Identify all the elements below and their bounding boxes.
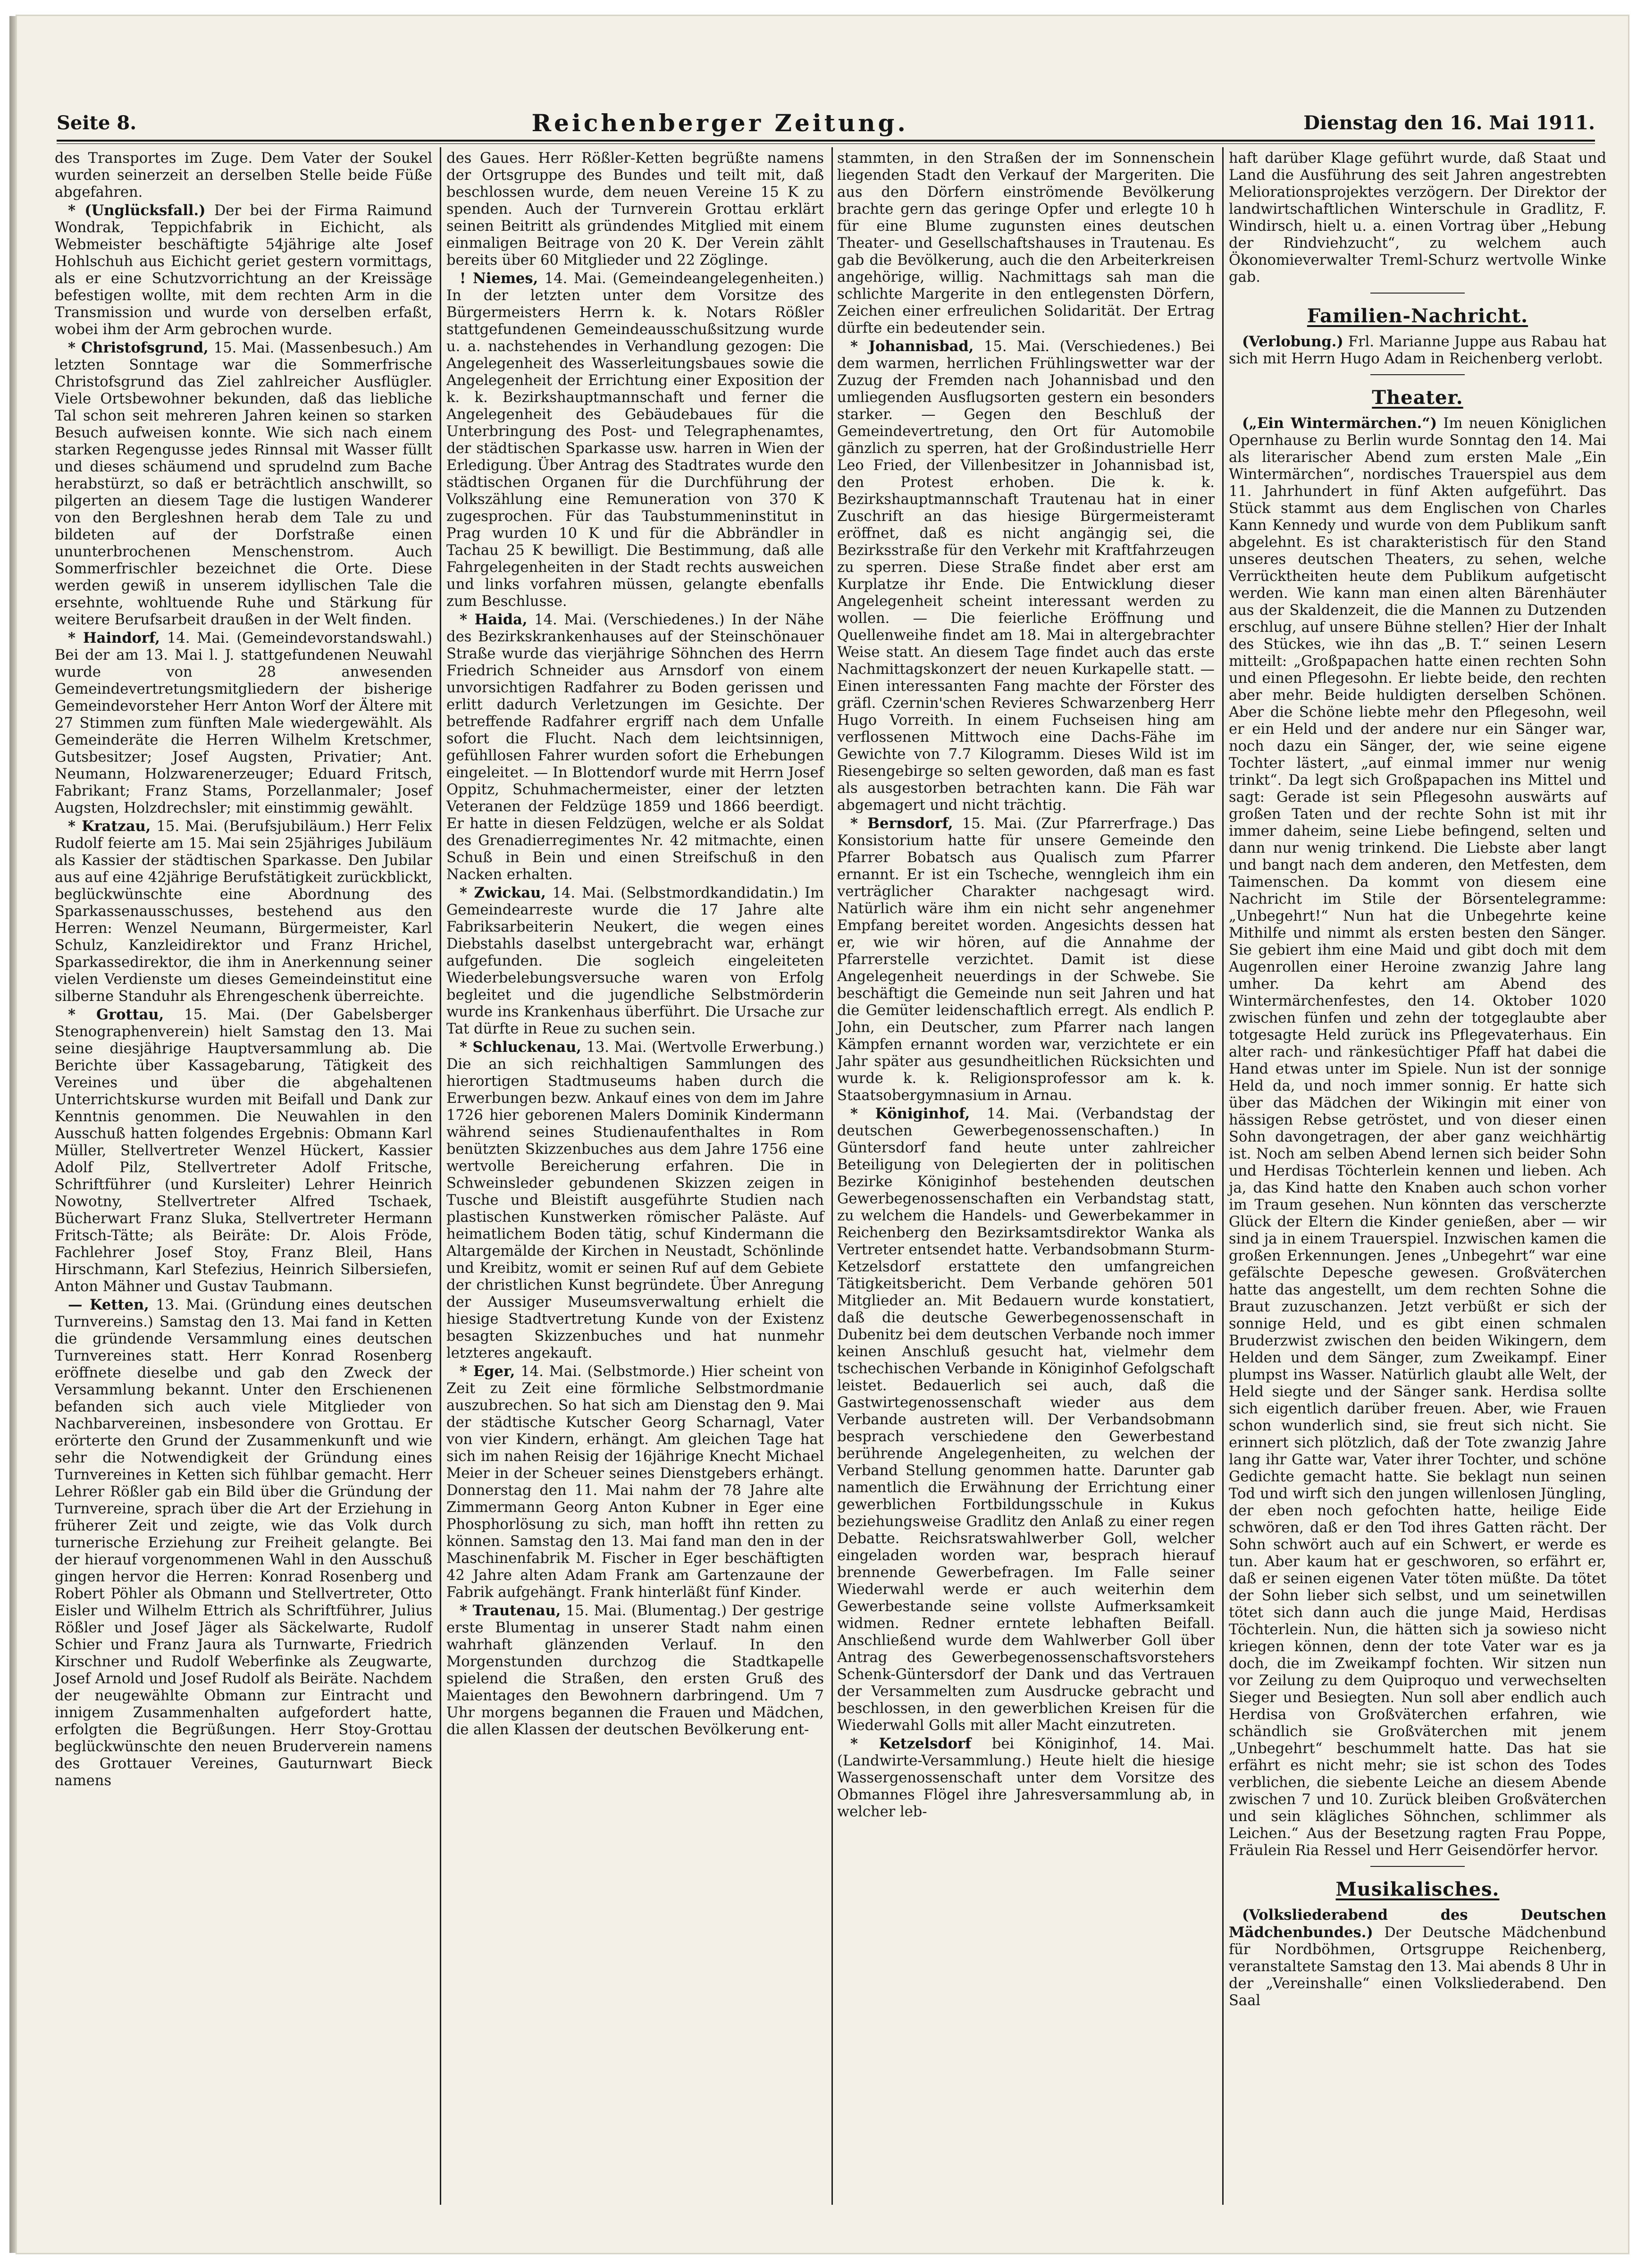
article-dateline: * Johannisbad, <box>850 338 974 355</box>
article-dateline: * Ketzelsdorf <box>850 1735 972 1752</box>
article-paragraph <box>1229 150 1606 286</box>
article-text: haft darüber Klage geführt wurde, daß Staat und Land die Ausführung des seit Jahren angestrebten Meliorationsprojektes verzögern. Der Direktor der landwirtschaftlichen Winterschule in Gradlitz, F. Windirsch, hielt u. a. einen Vortrag über „Hebung der Rindviehzucht“, zu welchem auch Ökonomieverwalter Treml-Schurz wertvolle Winke gab. <box>1229 150 1606 286</box>
article-dateline: — Ketten, <box>68 1296 149 1313</box>
article-paragraph <box>1229 1907 1606 2009</box>
article-dateline: ! Niemes, <box>460 270 538 287</box>
article-text: 15. Mai. (Berufsjubiläum.) Herr Felix Rudolf feierte am 15. Mai sein 25jähriges Jubiläum als Kassier der städtischen Sparkasse. Den Jubilar aus auf eine 42jährige Berufstätigkeit zurückblickt, beglückwünschte eine Abordnung des Sparkassenausschusses, bestehend aus den Herren: Wenzel Neumann, Bürgermeister, Karl Schulz, Kanzleidirektor und Franz Hrichel, Sparkassedirektor, die ihm in Anerkennung seiner vielen Verdienste um dieses Gemeindeinstitut eine silberne Standuhr als Ehrengeschenk überreichte. <box>55 818 433 1005</box>
article-text: Der bei der Firma Raimund Wondrak, Teppichfabrik in Eichicht, als Webmeister beschäftigte 54jährige alte Josef Hohlschuh aus Eichicht geriet gestern vormittags, als er eine Schutzvorrichtung an der Kreissäge befestigen wollte, mit dem rechten Arm in die Transmission und wurde von derselben erfaßt, wobei ihm der Arm gebrochen wurde. <box>55 202 432 338</box>
article-paragraph <box>446 1602 824 1739</box>
article-dateline: * Bernsdorf, <box>850 815 953 832</box>
column-4 <box>1229 150 1606 2010</box>
article-paragraph <box>1229 415 1606 1859</box>
article-paragraph <box>446 1363 824 1601</box>
article-text: 14. Mai. (Gemeindeangelegenheiten.) In der letzten unter dem Vorsitze des Bürgermeisters Herrn k. k. Notars Rößler stattgefundenen Gemeindeausschußsitzung wurde u. a. nachstehendes in Verhandlung gezogen: Die Angelegenheit des Wasserleitungsbaues sowie die Angelegenheit der Errichtung einer Exposition der k. k. Bezirkshauptmannschaft und ferner die Angelegenheit des Gebäudebaues für die Unterbringung des Post- und Telegraphenamtes, der städtischen Sparkasse usw. harren in Wien der Erledigung. Über Antrag des Stadtrates wurde den städtischen Organen für die Durchführung der Volkszählung eine Remuneration von 370 K zugesprochen. Für das Taubstummeninstitut in Prag wurden 10 K und für die Abbrändler in Tachau 25 K bewilligt. Die Bestimmung, daß alle Fahrgelegenheiten in der Stadt rechts ausweichen und links vorfahren müssen, gelangte ebenfalls zum Beschlusse. <box>446 270 824 610</box>
article-paragraph <box>446 1039 824 1362</box>
article-text: 14. Mai. (Selbstmordkandidatin.) Im Gemeindearreste wurde die 17 Jahre alte Fabriksarbeiterin Neukert, die wegen eines Diebstahls daselbst untergebracht war, erhängt aufgefunden. Die sogleich eingeleiteten Wiederbelebungsversuche waren von Erfolg begleitet und die jugendliche Selbstmörderin wurde ins Krankenhaus überführt. Die Ursache zur Tat dürfte in Reue zu suchen sein. <box>446 885 824 1037</box>
article-text: bei Königinhof, 14. Mai. (Landwirte-Versammlung.) Heute hielt die hiesige Wassergenossenschaft unter dem Vorsitze des Obmannes Flögel ihre Jahresversammlung ab, in welcher leb- <box>837 1736 1215 1820</box>
article-dateline: * Haida, <box>460 611 528 628</box>
column-separator <box>440 147 441 2205</box>
article-text: des Gaues. Herr Rößler-Ketten begrüßte namens der Ortsgruppe des Bundes und teilt mit, daß beschlossen wurde, dem neuen Vereine 15 K zu spenden. Auch der Turnverein Grottau erklärt seinen Beitritt als gründendes Mitglied mit einem einmaligen Beitrage von 20 K. Der Verein zählt bereits über 60 Mitglieder und 22 Zöglinge. <box>446 150 824 269</box>
article-dateline: (Verlobung.) <box>1242 333 1343 350</box>
section-heading: Familien-Nachricht. <box>1307 305 1528 327</box>
section-divider <box>1370 1866 1465 1867</box>
article-text: stammten, in den Straßen der im Sonnenschein liegenden Stadt den Verkauf der Margeriten. Die aus den Dörfern einströmende Bevölkerung brachte gern das geringe Opfer und erlegte 10 h für eine Blume zugunsten eines deutschen Theater- und Gesellschaftshauses in Trautenau. Es gab die Bevölkerung, auch die den Arbeiterkreisen angehörige, willig. Nachmittags sah man die schlichte Margerite in den entlegensten Dörfern, Zeichen einer erfreulichen Solidarität. Der Ertrag dürfte ein bedeutender sein. <box>837 150 1215 336</box>
article-paragraph <box>55 630 432 817</box>
article-paragraph <box>1229 333 1606 368</box>
column-separator <box>1222 147 1224 2205</box>
article-dateline: * Schluckenau, <box>460 1039 581 1056</box>
section-divider <box>1370 293 1465 294</box>
page-header <box>57 104 1595 142</box>
article-text: 14. Mai. (Verschiedenes.) In der Nähe des Bezirkskrankenhauses auf der Steinschönauer Straße wurde das vierjährige Söhnchen des Herrn Friedrich Schneider aus Arnsdorf von einem unvorsichtigen Radfahrer zu Boden gerissen und erlitt dadurch Verletzungen im Gesichte. Der betreffende Radfahrer ergriff nach dem Unfalle sofort die Flucht. Nach dem leichtsinnigen, gefühllosen Fahrer wurden sofort die Erhebungen eingeleitet. — In Blottendorf wurde mit Herrn Josef Oppitz, Schuhmachermeister, einer der letzten Veteranen der Feldzüge 1859 und 1866 beerdigt. Er hatte in diesen Feldzügen, welche er als Soldat des Grenadierregimentes Nr. 42 mitmachte, einen Schuß in Bein und einen Streifschuß in den Nacken erhalten. <box>446 612 824 883</box>
article-dateline: * Haindorf, <box>68 630 160 647</box>
article-text: Frl. Marianne Juppe aus Rabau hat sich mit Herrn Hugo Adam in Reichenberg verlobt. <box>1229 334 1606 367</box>
article-text: 14. Mai. (Gemeindevorstandswahl.) Bei der am 13. Mai l. J. stattgefundenen Neuwahl wurde von 28 anwesenden Gemeindevertretungsmitgliedern der bisherige Gemeindevorsteher Herr Anton Worf der Ältere mit 27 Stimmen zum fünften Male wiedergewählt. Als Gemeinderäte die Herren Wilhelm Kretschmer, Gutsbesitzer; Josef Augsten, Privatier; Ant. Neumann, Holzwarenerzeuger; Eduard Fritsch, Fabrikant; Franz Stams, Porzellanmaler; Josef Augsten, Holzdrechsler; mit einstimmig gewählt. <box>55 630 432 816</box>
article-dateline: * Kratzau, <box>68 818 151 835</box>
article-paragraph <box>55 1006 432 1295</box>
article-paragraph <box>446 270 824 610</box>
article-text: 15. Mai. (Zur Pfarrerfrage.) Das Konsistorium hatte für unsere Gemeinde den Pfarrer Bobatsch aus Qualisch zum Pfarrer ernannt. Er ist ein Tscheche, wenngleich ihm ein verträglicher Charakter nachgesagt wird. Natürlich wäre ihm ein nicht sehr angenehmer Empfang bereitet worden. Angesichts dessen hat er, wie wir hören, auf die Annahme der Pfarrerstelle verzichtet. Damit ist diese Angelegenheit neuerdings in der Schwebe. Sie beschäftigt die Gemeinde nun seit Jahren und hat die Gemüter leidenschaftlich erregt. Als endlich P. John, ein Deutscher, zum Pfarrer nach langen Kämpfen ernannt worden war, verzichtete er ein Jahr später aus gesundheitlichen Rücksichten und wurde k. k. Religionsprofessor am k. k. Staatsobergymnasium in Arnau. <box>837 815 1215 1104</box>
article-text: 13. Mai. (Gründung eines deutschen Turnvereins.) Samstag den 13. Mai fand in Ketten die gründende Versammlung eines deutschen Turnvereines statt. Herr Konrad Rosenberg eröffnete dieselbe und gab den Zweck der Versammlung bekannt. Unter den Erschienenen befanden sich auch viele Mitglieder von Nachbarvereinen, insbesondere von Grottau. Er erörterte den Grund der Zusammenkunft und wie sehr die Notwendigkeit der Gründung eines Turnvereines in Ketten sich fühlbar gemacht. Herr Lehrer Rößler gab ein Bild über die Gründung der Turnvereine, sprach über die Art der Erziehung in früherer Zeit und zeigte, wie das Volk durch turnerische Erziehung zur Freiheit gelangte. Bei der hierauf vorgenommenen Wahl in den Ausschuß gingen hervor die Herren: Konrad Rosenberg und Robert Pöhler als Obmann und Stellvertreter, Otto Eisler und Wilhelm Ettrich als Schriftführer, Julius Rößler und Josef Jäger als Säckelwarte, Rudolf Schier und Franz Jaura als Turnwarte, Friedrich Kirschner und Rudolf Weberfinke als Zeugwarte, Josef Arnold und Josef Rudolf als Beiräte. Nachdem der neugewählte Obmann zur Eintracht und innigem Zusammenhalten aufgefordert hatte, erfolgten die Begrüßungen. Herr Stoy-Grottau beglückwünschte den neuen Bruderverein namens des Grottauer Vereines, Gauturnwart Bieck namens <box>55 1297 432 1789</box>
article-text: Im neuen Königlichen Opernhause zu Berlin wurde Sonntag den 14. Mai als literarischer Abend zum ersten Male „Ein Wintermärchen“, nordisches Trauerspiel aus dem 11. Jahrhundert in fünf Akten aufgeführt. Das Stück stammt aus dem Englischen von Charles Kann Kennedy und wurde von dem Publikum sanft abgelehnt. Es ist charakteristisch für den Stand unseres deutschen Theaters, zu sehen, welche Verrücktheiten heute dem Publikum aufgetischt werden. Wie kann man einen alten Bärenhäuter aus der Skaldenzeit, die die Mannen zu Dutzenden erschlug, auf unsere Bühne stellen? Hier der Inhalt des Stückes, wie ihn das „B. T.“ seinen Lesern mitteilt: „Großpapachen hatte einen rechten Sohn und einen Pflegesohn. Er liebte beide, den rechten aber mehr. Beide huldigten derselben Schönen. Aber die Schöne liebte mehr den Pflegesohn, weil er ein Held und der andere nur ein Sänger war, noch dazu ein Sänger, der, wie seine eigene Tochter lästert, „auf einmal immer nur wenig trinkt“. Da legt sich Großpapachen ins Mittel und sagt: Gerade ist sein Pflegesohn auswärts auf großen Taten und der rechte Sohn ist mit ihr immer daheim, seine Liebe befingend, selten und dann nur wenig trinkend. Die Liebste aber langt und bangt nach dem anderen, den Metfesten, dem Taimenschen. Da kommt von diesem eine Nachricht im Stile der Börsentelegramme: „Unbegehrt!“ Nun hat die Unbegehrte keine Mithilfe und nimmt als ersten besten den Sänger. Sie gebiert ihm eine Maid und gibt doch mit dem Augenrollen einer Heroine zwanzig Jahre lang umher. Da kehrt am Abend des Wintermärchenfestes, den 14. Oktober 1020 zwischen fünfen und zehn der totgeglaubte aber totgesagte Held zurück ins Pflegevaterhaus. Ein alter rach- und ränkesüchtiger Pfaff hat dabei die Hand etwas unter im Spiele. Nun ist der sonnige Held da, und noch immer sonnig. Er hatte sich über das Mädchen der Wikingin mit einer von hässigen Rebse getröstet, und von dieser einen Sohn davongetragen, der aber ganz weichhärtig ist. Noch am selben Abend lernen sich beider Sohn und Herdisas Töchterlein kennen und lieben. Ach ja, das Kind hatte den Knaben auch schon vorher im Traum gesehen. Nun könnten das verscherzte Glück der Eltern die Kinder genießen, aber — wir sind ja in einem Trauerspiel. Inzwischen kamen die großen Erkennungen. Jenes „Unbegehrt“ war eine gefälschte Depesche gewesen. Großväterchen hatte das angestellt, um dem rechten Sohne die Braut zuzuschanzen. Jetzt verbüßt er sich der sonnige Held, und es gibt einen schmalen Bruderzwist zwischen den beiden Wikingern, dem Helden und dem Sänger, zum Zweikampf. Einer plumpst ins Wasser. Natürlich glaubt alle Welt, der Held siegte und der Sänger sank. Herdisa sollte sich eigentlich darüber freuen. Aber, wie Frauen schon wunderlich sind, sie freut sich nicht. Sie erinnert sich plötzlich, daß der Tote zwanzig Jahre lang ihr Gatte war, Vater ihrer Tochter, und schöne Gedichte gemacht hatte. Sie beklagt nun seinen Tod und wirft sich den jungen willenlosen Jüngling, der eben noch gefochten hatte, heilige Eide schwören, daß er den Tod ihres Gatten rächt. Der Sohn schwört auch auf ein Schwert, er werde es tun. Aber kaum hat er geschworen, so erfährt er, daß er seinen eigenen Vater töten müßte. Da tötet der Sohn lieber sich selbst, und um seinetwillen tötet sich dann auch die junge Maid, Herdisas Töchterlein. Nun, die hätten sich ja sowieso nicht kriegen können, denn der tote Vater war es ja doch, die im Zweikampf fochten. Wir sitzen nun vor Zeilung zu dem Quiproquo und verwechselten Sieger und Besiegten. Nun soll aber endlich auch Herdisa von Großväterchen erfahren, wie schändlich sie Großväterchen mit jenem „Unbegehrt“ beschummelt hatte. Das hat sie erfährt es nicht mehr; sie ist schon des Todes verblichen, die siebente Leiche an diesem Abende zwischen 7 und 10. Zurück bleiben Großväterchen und sein klägliches Söhnchen, schlimmer als Leichen.“ Aus der Besetzung ragten Frau Poppe, Fräulein Ria Ressel und Herr Geisendörfer hervor. <box>1229 415 1606 1859</box>
column-3 <box>837 150 1215 1822</box>
article-dateline: („Ein Wintermärchen.“) <box>1242 415 1437 432</box>
article-text: 14. Mai. (Verbandstag der deutschen Gewerbegenossenschaften.) In Güntersdorf fand heute unter zahlreicher Beteiligung von Delegierten der in politischen Bezirke Königinhof bestehenden deutschen Gewerbegenossenschaften ein Verbandstag statt, zu welchem die Handels- und Gewerbekammer in Reichenberg den Bezirksamtsdirektor Wanka als Vertreter entsendet hatte. Verbandsobmann Sturm-Ketzelsdorf erstattete den umfangreichen Tätigkeitsbericht. Dem Verbande gehören 501 Mitglieder an. Mit Bedauern wurde konstatiert, daß die deutsche Gewerbegenossenschaft in Dubenitz bei dem deutschen Verbande noch immer keinen Anschluß gesucht hat, vielmehr dem tschechischen Verbande in Königinhof Gefolgschaft leistet. Bedauerlich sei auch, daß die Gastwirtegenossenschaft wieder aus dem Verbande austreten will. Der Verbandsobmann besprach verschiedene den Gewerbestand berührende Angelegenheiten, zu welchen der Verband Stellung genommen hatte. Darunter gab namentlich die Erwähnung der Errichtung einer gewerblichen Fortbildungsschule in Kukus beziehungsweise Gradlitz den Anlaß zu einer regen Debatte. Reichsratswahlwerber Goll, welcher eingeladen worden war, besprach hierauf brennende Gewerbefragen. Im Falle seiner Wiederwahl werde er auch weiterhin dem Gewerbestande seine vollste Aufmerksamkeit widmen. Redner erntete lebhaften Beifall. Anschließend wurde dem Wahlwerber Goll über Antrag des Gewerbegenossenschaftsvorstehers Schenk-Güntersdorf der Dank und das Vertrauen der Versammelten zum Ausdrucke gebracht und beschlossen, in den gewerblichen Kreisen für die Wiederwahl Golls mit aller Macht einzutreten. <box>837 1106 1215 1734</box>
article-paragraph <box>55 1296 432 1789</box>
article-dateline: * Christofsgrund, <box>68 339 209 356</box>
section-divider <box>1370 374 1465 375</box>
header-rule-thin <box>57 143 1595 144</box>
article-paragraph <box>837 815 1215 1104</box>
section-heading: Theater. <box>1372 386 1463 409</box>
article-text: des Transportes im Zuge. Dem Vater der Soukel wurden seinerzeit an derselben Stelle beide Füße abgefahren. <box>55 150 432 201</box>
article-dateline: * Eger, <box>460 1363 515 1380</box>
article-text: 15. Mai. (Verschiedenes.) Bei dem warmen, herrlichen Frühlingswetter war der Zuzug der Fremden nach Johannisbad und den umliegenden Ausflugsorten gestern ein besonders starker. — Gegen den Beschluß der Gemeindevertretung, den Ort für Automobile gänzlich zu sperren, hat der Großindustrielle Herr Leo Fried, der Villenbesitzer in Johannisbad ist, den Protest erhoben. Die k. k. Bezirkshauptmannschaft Trautenau hat in einer Zuschrift an das hiesige Bürgermeisteramt eröffnet, daß es nicht angängig sei, die Bezirksstraße für den Verkehr mit Kraftfahrzeugen zu sperren. Diese Straße findet aber erst am Kurplatze ihr Ende. Die Entwicklung dieser Angelegenheit scheint interessant werden zu wollen. — Die feierliche Eröffnung und Quellenweihe findet am 18. Mai in altergebrachter Weise statt. An diesem Tage findet auch das erste Nachmittagskonzert der neuen Kurkapelle statt. — Einen interessanten Fang machte der Förster des gräfl. Czernin'schen Revieres Schwarzenberg Herr Hugo Vorreith. In einem Fuchseisen hing am verflossenen Mittwoch eine Dachs-Fähe im Gewichte von 7.7 Kilogramm. Dieses Wild ist im Riesengebirge so selten geworden, daß man es fast als ausgestorben betrachten kann. Die Fäh war abgemagert und nicht trächtig. <box>837 338 1215 814</box>
article-paragraph <box>55 818 432 1005</box>
article-paragraph <box>55 202 432 338</box>
article-paragraph <box>837 338 1215 814</box>
issue-date: Dienstag den 16. Mai 1911. <box>1303 111 1595 134</box>
article-paragraph <box>446 884 824 1038</box>
section-heading: Musikalisches. <box>1335 1878 1500 1900</box>
article-text: 15. Mai. (Massenbesuch.) Am letzten Sonntage war die Sommerfrische Christofsgrund das Ziel zahlreicher Ausflügler. Viele Ortsbewohner bekunden, daß das liebliche Tal schon seit mehreren Jahren keinen so starken Besuch aufweisen konnte. Wie sich nach einem starken Regengusse jedes Rinnsal mit Wasser füllt und dieses schäumend und sprudelnd zum Bache herabstürzt, so daß er beträchtlich anschwillt, so pilgerten an diesem Tage die lustigen Wanderer von den Bergleshnen herab dem Tale zu und bildeten auf der Dorfstraße einen ununterbrochenen Menschenstrom. Auch Sommerfrischler bezeichnet die Orte. Diese werden gewiß in unserem idyllischen Tale die ersehnte, wohltuende Ruhe und Stärkung für weitere Berufsarbeit draußen in der Welt finden. <box>55 340 432 628</box>
article-paragraph <box>446 150 824 269</box>
article-dateline: * Trautenau, <box>460 1602 561 1619</box>
header-rule <box>57 140 1595 142</box>
masthead: Reichenberger Zeitung. <box>531 109 908 137</box>
article-dateline: * Grottau, <box>68 1006 164 1023</box>
column-separator <box>831 147 833 2205</box>
article-dateline: * Königinhof, <box>850 1105 970 1122</box>
column-2 <box>446 150 824 1739</box>
article-text: 14. Mai. (Selbstmorde.) Hier scheint von Zeit zu Zeit eine förmliche Selbstmordmanie auszubrechen. So hat sich am Dienstag den 9. Mai der städtische Kutscher Georg Scharnagl, Vater von vier Kindern, erhängt. Am gleichen Tage hat sich im nahen Reisig der 16jährige Knecht Michael Meier in der Scheuer seines Dienstgebers erhängt. Donnerstag den 11. Mai nahm der 78 Jahre alte Zimmermann Georg Anton Kubner in Eger eine Phosphorlösung zu sich, man hofft ihn retten zu können. Samstag den 13. Mai fand man den in der Maschinenfabrik M. Fischer in Eger beschäftigten 42 Jahre alten Adam Frank am Gartenzaune der Fabrik aufgehängt. Frank hinterläßt fünf Kinder. <box>446 1363 824 1601</box>
article-dateline: (Volksliederabend des Deutschen Mädchenbundes.) <box>1229 1907 1606 1941</box>
article-text: 13. Mai. (Wertvolle Erwerbung.) Die an sich reichhaltigen Sammlungen des hierortigen Stadtmuseums haben durch die Erwerbungen bezw. Ankauf eines von dem im Jahre 1726 hier geborenen Malers Dominik Kindermann während seines Studienaufenthaltes in Rom benützten Skizzenbuches aus dem Jahre 1756 eine wertvolle Bereicherung erfahren. Die in Schweinsleder gebundenen Skizzen zeigen in Tusche und Bleistift ausgeführte Studien nach plastischen Kunstwerken römischer Paläste. Auf heimatlichem Boden tätig, schuf Kindermann die Altargemälde der Kirchen in Neustadt, Schönlinde und Kreibitz, womit er seinen Ruf auf dem Gebiete der christlichen Kunst begründete. Über Anregung der Aussiger Museumsverwaltung erhielt die hiesige Stadtvertretung Kunde von der Existenz besagten Skizzenbuches und hat nunmehr letzteres angekauft. <box>446 1039 824 1361</box>
article-dateline: * (Unglücksfall.) <box>68 202 206 219</box>
article-paragraph <box>837 150 1215 337</box>
article-paragraph <box>55 150 432 201</box>
article-paragraph <box>837 1735 1215 1821</box>
article-text: 15. Mai. (Blumentag.) Der gestrige erste Blumentag in unserer Stadt nahm einen wahrhaft glänzenden Verlauf. In den Morgenstunden durchzog die Stadtkapelle spielend die Straßen, den ersten Gruß des Maientages den Bewohnern darbringend. Um 7 Uhr morgens begannen die Frauen und Mädchen, die allen Klassen der deutschen Bevölkerung ent- <box>446 1603 824 1738</box>
article-text: 15. Mai. (Der Gabelsberger Stenographenverein) hielt Samstag den 13. Mai seine diesjährige Hauptversammlung ab. Die Berichte über Kassagebarung, Tätigkeit des Vereines und über die abgehaltenen Unterrichtskurse wurden mit Beifall und Dank zur Kenntnis genommen. Die Neuwahlen in den Ausschuß hatten folgendes Ergebnis: Obmann Karl Müller, Stellvertreter Wenzel Hückert, Kassier Adolf Pilz, Stellvertreter Adolf Fritsche, Schriftführer (und Kursleiter) Lehrer Heinrich Nowotny, Stellvertreter Alfred Tschaek, Bücherwart Franz Sluka, Stellvertreter Hermann Fritsch-Tätte; als Beiräte: Dr. Alois Fröde, Fachlehrer Josef Stoy, Franz Bleil, Hans Hirschmann, Karl Stefezius, Heinrich Silbersiefen, Anton Mähner und Gustav Taubmann. <box>55 1007 432 1295</box>
article-dateline: * Zwickau, <box>460 884 546 901</box>
article-paragraph <box>837 1105 1215 1734</box>
article-text: Der Deutsche Mädchenbund für Nordböhmen, Ortsgruppe Reichenberg, veranstaltete Samstag den 13. Mai abends 8 Uhr in der „Vereinshalle“ einen Volksliederabend. Den Saal <box>1229 1924 1606 2009</box>
page-number: Seite 8. <box>57 111 137 134</box>
column-1 <box>55 150 432 1790</box>
article-paragraph <box>55 339 432 629</box>
article-paragraph <box>446 611 824 883</box>
